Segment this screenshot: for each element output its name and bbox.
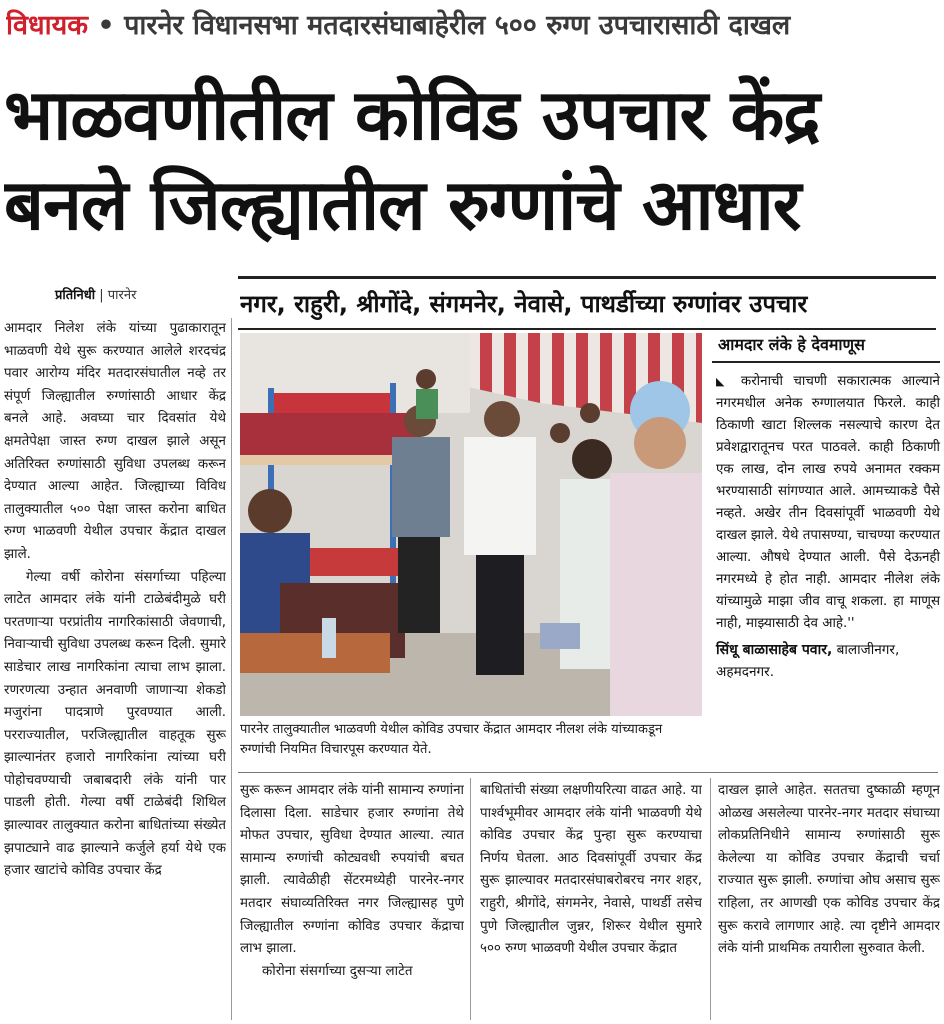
byline-place: पारनेर — [107, 288, 137, 303]
news-photo — [240, 333, 702, 716]
article-column-3 — [480, 780, 702, 1020]
byline-author: प्रतिनिधी — [55, 288, 96, 303]
kicker-text: पारनेर विधानसभा मतदारसंघाबाहेरील ५०० रुग्ण उपचारासाठी दाखल — [124, 10, 791, 41]
column-2-paragraph-2: कोरोना संसर्गाच्या दुसऱ्या लाटेत — [262, 963, 413, 979]
article-column-2 — [240, 780, 464, 1020]
subhead: नगर, राहुरी, श्रीगोंदे, संगमनेर, नेवासे, पाथर्डीच्या रुग्णांवर उपचार — [240, 290, 808, 318]
lower-section-rule — [238, 772, 938, 773]
column-2-paragraph-1: सुरू करून आमदार लंके यांनी सामान्य रुग्णांना दिलासा दिला. साडेचार हजार रुग्णांना तेथे मोफत उपचार, सुविधा देण्यात आल्या. त्यात सामान्य रुग्णांची कोट्यवधी रुपयांची बचत झाली. त्यावेळीही सेंटरमध्येही पारनेर-नगर मतदार संघाव्यतिरिक्त नगर जिल्ह्यासह पुणे जिल्ह्यातील रुग्णांना कोविड उपचार केंद्राचा लाभ झाला. — [240, 783, 464, 957]
photo-illustration — [240, 333, 702, 716]
headline-line-1: भाळवणीतील कोविड उपचार केंद्र — [4, 74, 820, 156]
article-column-1 — [4, 318, 226, 1020]
column-1-paragraph-1: आमदार निलेश लंके यांच्या पुढाकारातून भाळवणी येथे सुरू करण्यात आलेले शरदचंद्र पवार आरोग्य मंदिर मतदारसंघातील नव्हे तर संपूर्ण जिल्ह्यातील रुग्णांसाठी आधार केंद्र बनले आहे. अवघ्या चार दिवसांत येथे क्षमतेपेक्षा जास्त रुग्ण दाखल झाले असून अतिरिक्त रुग्णांसाठी सुविधा उपलब्ध करून देण्यात आल्या आहेत. जिल्ह्याच्या विविध तालुक्यातील ५०० पेक्षा जास्त करोना बाधित रुग्ण भाळवणी येथील उपचार केंद्रात दाखल झाले. — [4, 321, 226, 562]
column-4-paragraph-1: दाखल झाले आहेत. सततचा दुष्काळी म्हणून ओळख असलेल्या पारनेर-नगर मतदार संघाच्या लोकप्रतिनिधीने सामान्य रुग्णांसाठी सुरू केलेल्या या कोविड उपचार केंद्राची चर्चा राज्यात सुरू झाली. रुग्णांचा ओघ असाच सुरू राहिला, तर आणखी एक कोविड उपचार केंद्र सुरू करावे लागणार आहे. त्या दृष्टीने आमदार लंके यांनी प्राथमिक तयारीला सुरुवात केली. — [718, 783, 940, 957]
byline — [55, 285, 136, 303]
kicker-bullet: • — [97, 10, 115, 41]
signature-place: बालाजीनगर, अहमदनगर. — [716, 642, 900, 680]
article-column-4 — [718, 780, 940, 1020]
quote-box-body — [712, 371, 940, 635]
quote-box-title: आमदार लंके हे देवमाणूस — [712, 333, 940, 363]
byline-separator: | — [99, 288, 104, 303]
subhead-top-rule — [238, 276, 936, 279]
column-3-paragraph-1: बाधितांची संख्या लक्षणीयरित्या वाढत आहे. या पार्श्वभूमीवर आमदार लंके यांनी भाळवणी येथे कोविड उपचार केंद्र पुन्हा सुरू करण्याचा निर्णय घेतला. आठ दिवसांपूर्वी उपचार केंद्र सुरू झाल्यावर मतदारसंघाबरोबरच नगर शहर, राहुरी, श्रीगोंदे, संगमनेर, नेवासे, पाथर्डी तसेच पुणे जिल्ह्यातील जुन्नर, शिरूर येथील सुमारे ५०० रुग्ण भाळवणी येथील उपचार केंद्रात — [480, 783, 702, 957]
headline — [4, 70, 940, 250]
column-1-paragraph-2: गेल्या वर्षी कोरोना संसर्गाच्या पहिल्या लाटेत आमदार लंके यांनी टाळेबंदीमुळे घरी परतणाऱ्या परप्रांतीय नागरिकांसाठी जेवणाची, निवाऱ्याची सुविधा उपलब्ध करून दिली. सुमारे साडेचार लाख नागरिकांना त्याचा लाभ झाला. रणरणत्या उन्हात अनवाणी जाणाऱ्या शेकडो मजुरांना पादत्राणे पुरवण्यात आली. परराज्यातील, परजिल्ह्यातील वाहतूक सुरू झाल्यानंतर हजारो नागरिकांना त्यांच्या घरी पोहोचवण्याची जबाबदारी लंके यांनी पार पाडली होती. गेल्या वर्षी टाळेबंदी शिथिल झाल्यावर तालुक्यात करोना बाधितांच्या संख्येत झपाट्याने वाढ झाल्याने कर्जुले हर्या येथे एक हजार खाटांचे कोविड उपचार केंद्र — [4, 569, 226, 879]
kicker-label: विधायक — [6, 10, 88, 41]
photo-caption: पारनेर तालुक्यातील भाळवणी येथील कोविड उपचार केंद्रात आमदार नीलश लंके यांच्याकडून रुग्णांची नियमित विचारपूस करण्यात येते. — [240, 722, 663, 757]
kicker-line — [6, 4, 938, 48]
column-divider — [470, 778, 471, 1020]
headline-line-2: बनले जिल्ह्यातील रुग्णांचे आधार — [4, 164, 801, 246]
quote-marker-icon: ◣ — [716, 375, 731, 388]
column-divider — [231, 318, 232, 1020]
column-divider — [710, 778, 711, 1020]
subhead-bottom-rule — [238, 328, 936, 330]
quote-text: करोनाची चाचणी सकारात्मक आल्याने नगरमधील अनेक रुग्णालयात फिरले. काही ठिकाणी खाटा शिल्लक नसल्याचे कारण देत प्रवेशद्वारातूनच परत पाठवले. काही ठिकाणी एक लाख, दोन लाख रुपये अनामत रक्कम भरण्यासाठी सांगण्यात आले. आमच्याकडे पैसे नव्हते. अखेर तीन दिवसांपूर्वी भाळवणी येथे दाखल झाले. येथे तपासण्या, चाचण्या करण्यात आल्या. औषधे देण्यात आली. पैसे देऊनही नगरमध्ये हे होत नाही. आमदार नीलेश लंके यांच्यामुळे माझा जीव वाचू शकला. हा माणूस नाही, माझ्यासाठी देव आहे.'' — [716, 374, 940, 631]
signature-name: सिंधू बाळासाहेब पवार, — [716, 642, 833, 658]
quote-signature — [712, 639, 940, 683]
quote-box — [712, 333, 940, 773]
